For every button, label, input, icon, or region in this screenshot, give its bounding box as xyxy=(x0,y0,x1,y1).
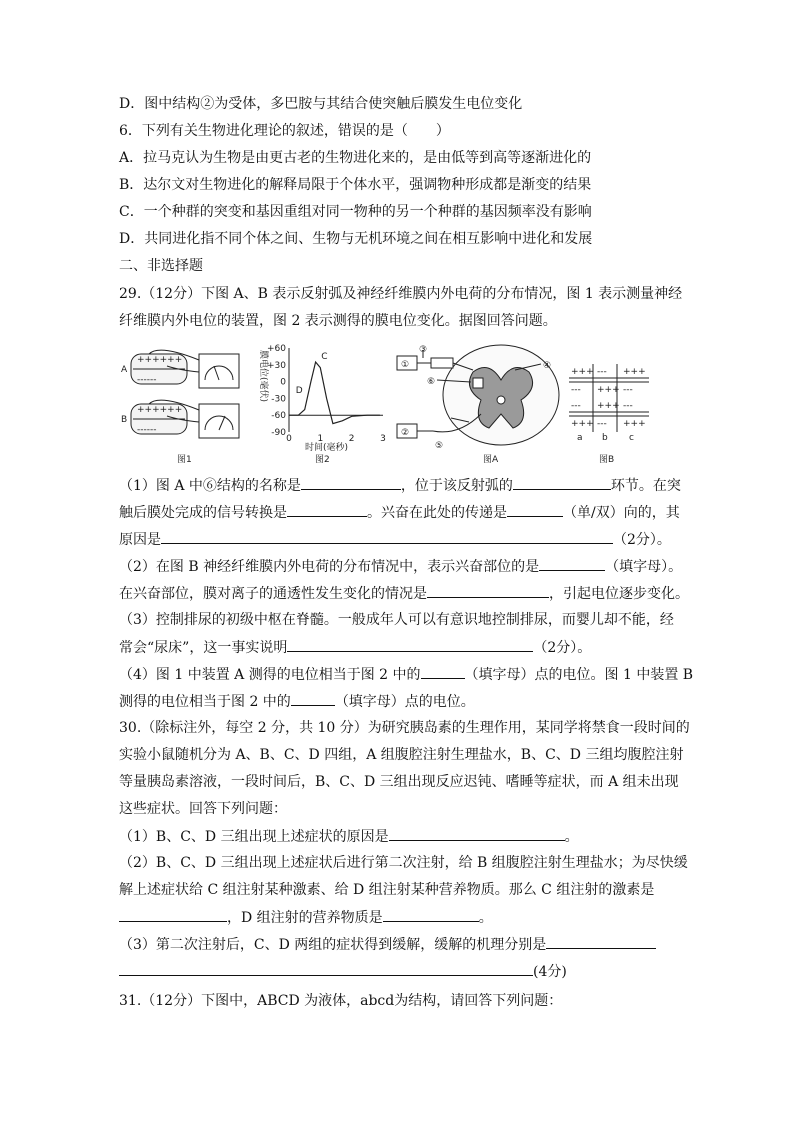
figB-lower-left: --- xyxy=(571,401,581,411)
answer-blank[interactable] xyxy=(291,691,335,706)
chart-annotation-d: D xyxy=(295,385,303,396)
figB-inner-right: --- xyxy=(623,385,633,395)
figB-label-b: b xyxy=(602,433,608,443)
answer-blank[interactable] xyxy=(119,961,533,976)
figB-label-c: c xyxy=(629,433,634,443)
q29-part4-line2: 测得的电位相当于图 2 中的 （填字母）点的电位。 xyxy=(119,691,475,712)
chart-x-tick-label: 0 xyxy=(286,434,292,444)
figA-label-1: ① xyxy=(401,360,410,370)
option-c-q6: C．一个种群的突变和基因重组对同一物种的另一个种群的基因频率没有影响 xyxy=(119,204,592,220)
q30-part2-line2: 解上述症状给 C 组注射某种激素、给 D 组注射某种营养物质。那么 C 组注射的激素是 xyxy=(119,882,655,898)
figB-bottom-left: +++ xyxy=(571,419,594,429)
answer-blank[interactable] xyxy=(287,637,533,652)
figB-lower-right: --- xyxy=(623,401,633,411)
figB-label-a: a xyxy=(577,433,583,443)
answer-blank[interactable] xyxy=(287,502,367,517)
figure-row xyxy=(119,340,699,468)
question-30-stem-3: 等量胰岛素溶液，一段时间后，B、C、D 三组出现反应迟钝、嗜睡等症状，而 A 组未出现 xyxy=(119,774,679,790)
chart-ylabel: 膜电位(毫伏) xyxy=(258,350,268,403)
q29-part4-line1: （4）图 1 中装置 A 测得的电位相当于图 2 中的 （填字母）点的电位。图 1 中装置 B xyxy=(119,664,693,685)
option-d-q6: D．共同进化指不同个体之间、生物与无机环境之间在相互影响中进化和发展 xyxy=(119,231,593,247)
figB-bottom-mid: --- xyxy=(597,419,607,429)
answer-blank[interactable] xyxy=(161,529,613,544)
figA-label-4: ④ xyxy=(543,361,552,371)
chart-annotation-c: C xyxy=(321,352,328,363)
chart-y-tick-label: 0 xyxy=(280,377,286,388)
q29-part3-line2: 常会“尿床”，这一事实说明 （2分）。 xyxy=(119,637,591,658)
fig1-minus-bottom-a: ------ xyxy=(137,375,157,385)
question-31-stem: 31.（12分）下图中，ABCD 为液体，abcd为结构，请回答下列问题： xyxy=(119,993,563,1009)
fig1-minus-bottom-b: ------ xyxy=(137,425,157,435)
q29-part1-line2: 触后膜处完成的信号转换是 。兴奋在此处的传递是 （单/双）向的，其 xyxy=(119,502,680,523)
answer-blank[interactable] xyxy=(546,934,656,949)
question-30-stem-1: 30.（除标注外，每空 2 分，共 10 分）为研究胰岛素的生理作用，某同学将禁食一段时间的 xyxy=(119,720,690,736)
fig1-plus-top-b: ++++++ xyxy=(137,405,183,415)
option-b-q6: B．达尔文对生物进化的解释局限于个体水平，强调物种形成都是渐变的结果 xyxy=(119,177,592,193)
chart-y-tick-label: -30 xyxy=(271,394,286,405)
figure-1-electrode-setup xyxy=(119,340,249,465)
answer-blank[interactable] xyxy=(513,475,611,490)
fig1-label-b: B xyxy=(121,415,128,425)
chart-x-tick-label: 2 xyxy=(348,434,355,444)
q29-part2-line2: 在兴奋部位，膜对离子的通透性发生变化的情况是 ，引起电位逐步变化。 xyxy=(119,583,689,604)
figure-2-potential-chart xyxy=(253,340,393,465)
figA-label-2: ② xyxy=(401,428,410,438)
answer-blank[interactable] xyxy=(507,502,563,517)
chart-x-tick-label: 1 xyxy=(317,434,324,444)
chart-y-tick-label: -90 xyxy=(271,428,286,438)
chart-y-tick-label: -60 xyxy=(271,411,286,422)
question-6-stem: 6．下列有关生物进化理论的叙述，错误的是（ ） xyxy=(119,123,450,139)
answer-blank[interactable] xyxy=(301,475,401,490)
q30-part3-line2: (4分) xyxy=(119,961,567,982)
figA-label-6: ⑥ xyxy=(427,377,436,387)
answer-blank[interactable] xyxy=(389,826,565,841)
figA-label-3: ③ xyxy=(419,345,428,355)
figA-caption: 图A xyxy=(483,455,499,465)
figB-inner-left: --- xyxy=(571,385,581,395)
q29-part1-line3: 原因是 （2分）。 xyxy=(119,529,671,550)
option-a-q6: A．拉马克认为生物是由更古老的生物进化来的，是由低等到高等逐渐进化的 xyxy=(119,150,592,166)
option-d-q5: D．图中结构②为受体，多巴胺与其结合使突触后膜发生电位变化 xyxy=(119,96,523,112)
q29-part1-line1: （1）图 A 中⑥结构的名称是 ，位于该反射弧的 环节。在突 xyxy=(119,475,681,496)
question-29-stem-2: 纤维膜内外电位的装置，图 2 表示测得的膜电位变化。据图回答问题。 xyxy=(119,313,557,329)
answer-blank[interactable] xyxy=(539,556,605,571)
answer-blank[interactable] xyxy=(119,907,227,922)
figB-lower-mid: +++ xyxy=(597,401,620,411)
chart-x-tick-label: 3 xyxy=(380,434,386,444)
fig2-caption: 图2 xyxy=(315,455,330,465)
chart-xlabel: 时间(毫秒) xyxy=(305,443,349,453)
figB-caption: 图B xyxy=(599,455,615,465)
question-30-stem-2: 实验小鼠随机分为 A、B、C、D 四组，A 组腹腔注射生理盐水，B、C、D 三组均腹腔注射 xyxy=(119,747,684,763)
q30-part2-line3: ，D 组注射的营养物质是 。 xyxy=(119,907,493,928)
fig1-plus-top-a: ++++++ xyxy=(137,355,183,365)
q30-part1: （1）B、C、D 三组出现上述症状的原因是 。 xyxy=(119,826,579,847)
fig1-label-a: A xyxy=(121,365,128,375)
q30-part2-line1: （2）B、C、D 三组出现上述症状后进行第二次注射，给 B 组腹腔注射生理盐水；为尽快缓 xyxy=(119,855,688,871)
fig1-caption: 图1 xyxy=(177,455,192,465)
question-30-stem-4: 这些症状。回答下列问题： xyxy=(119,801,287,817)
q29-part3-line1: （3）控制排尿的初级中枢在脊髓。一般成年人可以有意识地控制排尿，而婴儿却不能，经 xyxy=(119,612,674,628)
figure-a-reflex-arc xyxy=(389,340,569,465)
figA-label-5: ⑤ xyxy=(435,441,444,451)
q30-part3-line1: （3）第二次注射后，C、D 两组的症状得到缓解，缓解的机理分别是 xyxy=(119,934,656,955)
figure-b-membrane-charges xyxy=(569,340,699,465)
figB-top-mid: --- xyxy=(597,367,607,377)
figB-inner-mid: +++ xyxy=(597,385,620,395)
answer-blank[interactable] xyxy=(427,583,549,598)
section-heading: 二、非选择题 xyxy=(119,258,203,274)
chart-y-tick-label: +30 xyxy=(267,360,286,371)
answer-blank[interactable] xyxy=(383,907,479,922)
q29-part2-line1: （2）在图 B 神经纤维膜内外电荷的分布情况中，表示兴奋部位的是 （填字母）。 xyxy=(119,556,682,577)
chart-y-tick-label: +60 xyxy=(267,344,286,354)
question-29-stem-1: 29.（12分）下图 A、B 表示反射弧及神经纤维膜内外电荷的分布情况，图 1 表示测量神经 xyxy=(119,286,683,302)
figB-bottom-right: +++ xyxy=(623,419,646,429)
figB-top-right: +++ xyxy=(623,367,646,377)
answer-blank[interactable] xyxy=(421,664,465,679)
figB-top-left: +++ xyxy=(571,367,594,377)
